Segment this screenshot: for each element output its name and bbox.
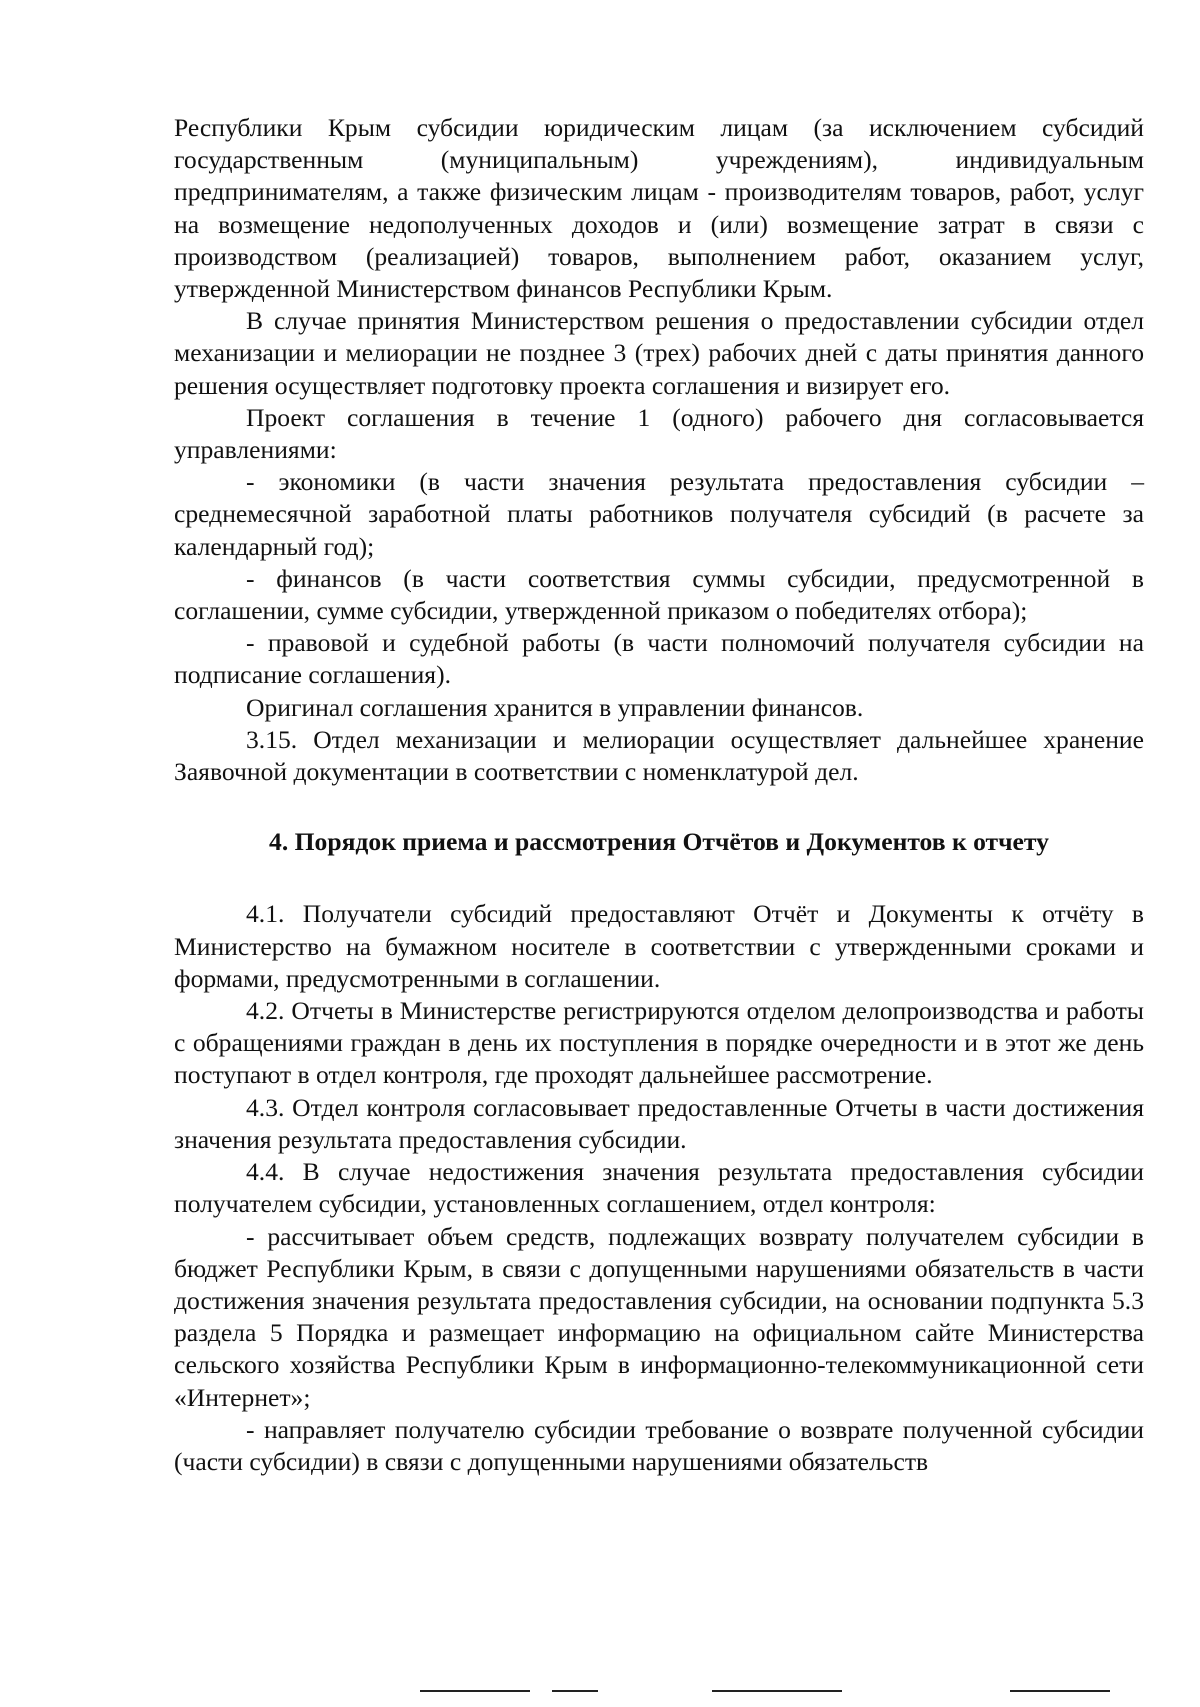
paragraph-top-8: 3.15. Отдел механизации и мелиорации осуществляет дальнейшее хранение Заявочной документации в соответствии с номенклатурой дел. — [174, 724, 1144, 787]
paragraph-top-5: - финансов (в части соответствия суммы субсидии, предусмотренной в соглашении, сумме субсидии, утвержденной приказом о победителях отбора); — [174, 563, 1144, 626]
paragraph-top-4: - экономики (в части значения результата предоставления субсидии – среднемесячной заработной платы работников получателя субсидий (в расчете за календарный год); — [174, 467, 1144, 561]
footer-scan-lines — [0, 1690, 1200, 1696]
footer-line — [1010, 1690, 1110, 1692]
footer-line — [712, 1690, 842, 1692]
paragraph-top-3: Проект соглашения в течение 1 (одного) рабочего дня согласовывается управлениями: — [174, 402, 1144, 465]
paragraph-top-7: Оригинал соглашения хранится в управлении финансов. — [246, 692, 864, 722]
paragraph-top-1: Республики Крым субсидии юридическим лицам (за исключением субсидий государственным (муниципальным) учреждениям), индивидуальным предпринимателям, а также физическим лицам - производителям товаров, работ, услуг на возмещение недополученных доходов и (или) возмещение затрат в связи с производством (реализацией) товаров, выполнением работ, оказанием услуг, утвержденной Министерством финансов Республики Крым. — [174, 113, 1144, 304]
paragraph-top-2: В случае принятия Министерством решения о предоставлении субсидии отдел механизации и мелиорации не позднее 3 (трех) рабочих дней с даты принятия данного решения осуществляет подготовку проекта соглашения и визирует его. — [174, 306, 1144, 400]
document-page — [174, 112, 1144, 1478]
paragraph-bottom-5: - рассчитывает объем средств, подлежащих возврату получателем субсидии в бюджет Республики Крым, в связи с допущенными нарушениями обязательств в части достижения значения результата предоставления субсидии, на основании подпункта 5.3 раздела 5 Порядка и размещает информацию на официальном сайте Министерства сельского хозяйства Республики Крым в информационно-телекоммуникационной сети «Интернет»; — [174, 1221, 1144, 1412]
footer-line — [420, 1690, 530, 1692]
paragraph-bottom-1: 4.1. Получатели субсидий предоставляют Отчёт и Документы к отчёту в Министерство на бумажном носителе в соответствии с утвержденными сроками и формами, предусмотренными в соглашении. — [174, 899, 1144, 993]
paragraph-bottom-2: 4.2. Отчеты в Министерстве регистрируются отделом делопроизводства и работы с обращениями граждан в день их поступления в порядке очередности и в этот же день поступают в отдел контроля, где проходят дальнейшее рассмотрение. — [174, 996, 1144, 1090]
section-heading: 4. Порядок приема и рассмотрения Отчётов и Документов к отчету — [269, 827, 1049, 857]
paragraph-bottom-6: - направляет получателю субсидии требование о возврате полученной субсидии (части субсидии) в связи с допущенными нарушениями обязательств — [174, 1414, 1144, 1476]
footer-line — [552, 1690, 598, 1692]
paragraph-top-6: - правовой и судебной работы (в части полномочий получателя субсидии на подписание соглашения). — [174, 628, 1144, 690]
paragraph-bottom-3: 4.3. Отдел контроля согласовывает предоставленные Отчеты в части достижения значения результата предоставления субсидии. — [174, 1092, 1144, 1154]
paragraph-bottom-4: 4.4. В случае недостижения значения результата предоставления субсидии получателем субсидии, установленных соглашением, отдел контроля: — [174, 1157, 1144, 1219]
